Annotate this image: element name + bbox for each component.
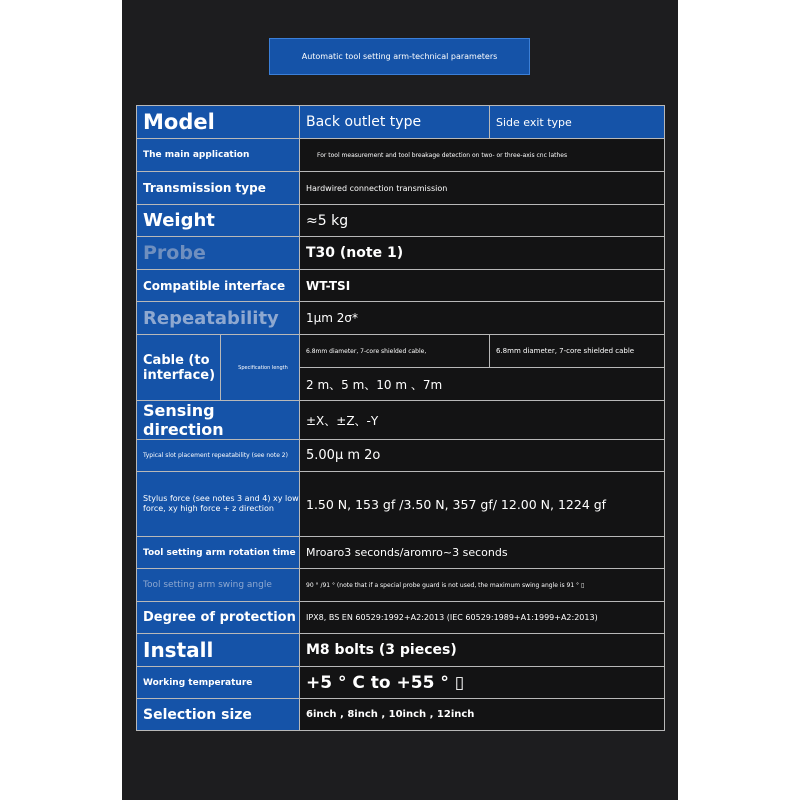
table-row-cable-spec bbox=[137, 335, 665, 368]
cable-sublabel: Specification length bbox=[221, 335, 300, 401]
probe-value: T30 (note 1) bbox=[300, 237, 665, 270]
page-title: Automatic tool setting arm-technical parameters bbox=[269, 38, 530, 75]
selection-value: 6inch , 8inch , 10inch , 12inch bbox=[300, 699, 665, 731]
table-row-application bbox=[137, 139, 665, 172]
interface-label: Compatible interface bbox=[137, 270, 300, 302]
table-row-selection bbox=[137, 699, 665, 731]
table-row-sensing bbox=[137, 401, 665, 440]
cable-spec-side: 6.8mm diameter, 7-core shielded cable bbox=[490, 335, 665, 368]
table-row-stylus bbox=[137, 472, 665, 537]
temperature-value: +5 ° C to +55 ° ▯ bbox=[300, 667, 665, 699]
table-row-weight bbox=[137, 205, 665, 237]
cable-label: Cable (to interface) bbox=[137, 335, 221, 401]
slot-value: 5.00μ m 2o bbox=[300, 440, 665, 472]
transmission-label: Transmission type bbox=[137, 172, 300, 205]
rotation-value: Mroaro3 seconds/aromro~3 seconds bbox=[300, 537, 665, 569]
side-exit-header: Side exit type bbox=[490, 106, 665, 139]
model-label: Model bbox=[137, 106, 300, 139]
table-row-repeatability bbox=[137, 302, 665, 335]
weight-label: Weight bbox=[137, 205, 300, 237]
install-label: Install bbox=[137, 634, 300, 667]
install-value: M8 bolts (3 pieces) bbox=[300, 634, 665, 667]
temperature-label: Working temperature bbox=[137, 667, 300, 699]
table-row-model bbox=[137, 106, 665, 139]
rotation-label: Tool setting arm rotation time bbox=[137, 537, 300, 569]
table-row-slot bbox=[137, 440, 665, 472]
slot-label: Typical slot placement repeatability (see note 2) bbox=[137, 440, 300, 472]
sensing-value: ±X、±Z、-Y bbox=[300, 401, 665, 440]
table-row-rotation bbox=[137, 537, 665, 569]
transmission-value: Hardwired connection transmission bbox=[300, 172, 665, 205]
protection-label: Degree of protection bbox=[137, 602, 300, 634]
table-row-transmission bbox=[137, 172, 665, 205]
cable-lengths-value: 2 m、5 m、10 m 、7m bbox=[300, 368, 665, 401]
weight-value: ≈5 kg bbox=[300, 205, 665, 237]
application-value: For tool measurement and tool breakage detection on two- or three-axis cnc lathes bbox=[300, 139, 665, 172]
table-row-temperature bbox=[137, 667, 665, 699]
sensing-label: Sensing direction bbox=[137, 401, 300, 440]
table-row-install bbox=[137, 634, 665, 667]
repeatability-value: 1μm 2σ* bbox=[300, 302, 665, 335]
probe-label: Probe bbox=[137, 237, 300, 270]
back-outlet-header: Back outlet type bbox=[300, 106, 490, 139]
swing-label: Tool setting arm swing angle bbox=[137, 569, 300, 602]
table-row-probe bbox=[137, 237, 665, 270]
cable-spec-back: 6.8mm diameter, 7-core shielded cable, bbox=[300, 335, 490, 368]
table-row-protection bbox=[137, 602, 665, 634]
table-row-swing bbox=[137, 569, 665, 602]
stylus-label: Stylus force (see notes 3 and 4) xy low force, xy high force + z direction bbox=[137, 472, 300, 537]
spec-table bbox=[136, 105, 665, 731]
repeatability-label: Repeatability bbox=[137, 302, 300, 335]
application-label: The main application bbox=[137, 139, 300, 172]
table-row-interface bbox=[137, 270, 665, 302]
stylus-value: 1.50 N, 153 gf /3.50 N, 357 gf/ 12.00 N, 1224 gf bbox=[300, 472, 665, 537]
protection-value: IPX8, BS EN 60529:1992+A2:2013 (IEC 60529:1989+A1:1999+A2:2013) bbox=[300, 602, 665, 634]
selection-label: Selection size bbox=[137, 699, 300, 731]
interface-value: WT-TSI bbox=[300, 270, 665, 302]
swing-value: 90 ° /91 ° (note that if a special probe guard is not used, the maximum swing angle is 91 ° ▯ bbox=[300, 569, 665, 602]
